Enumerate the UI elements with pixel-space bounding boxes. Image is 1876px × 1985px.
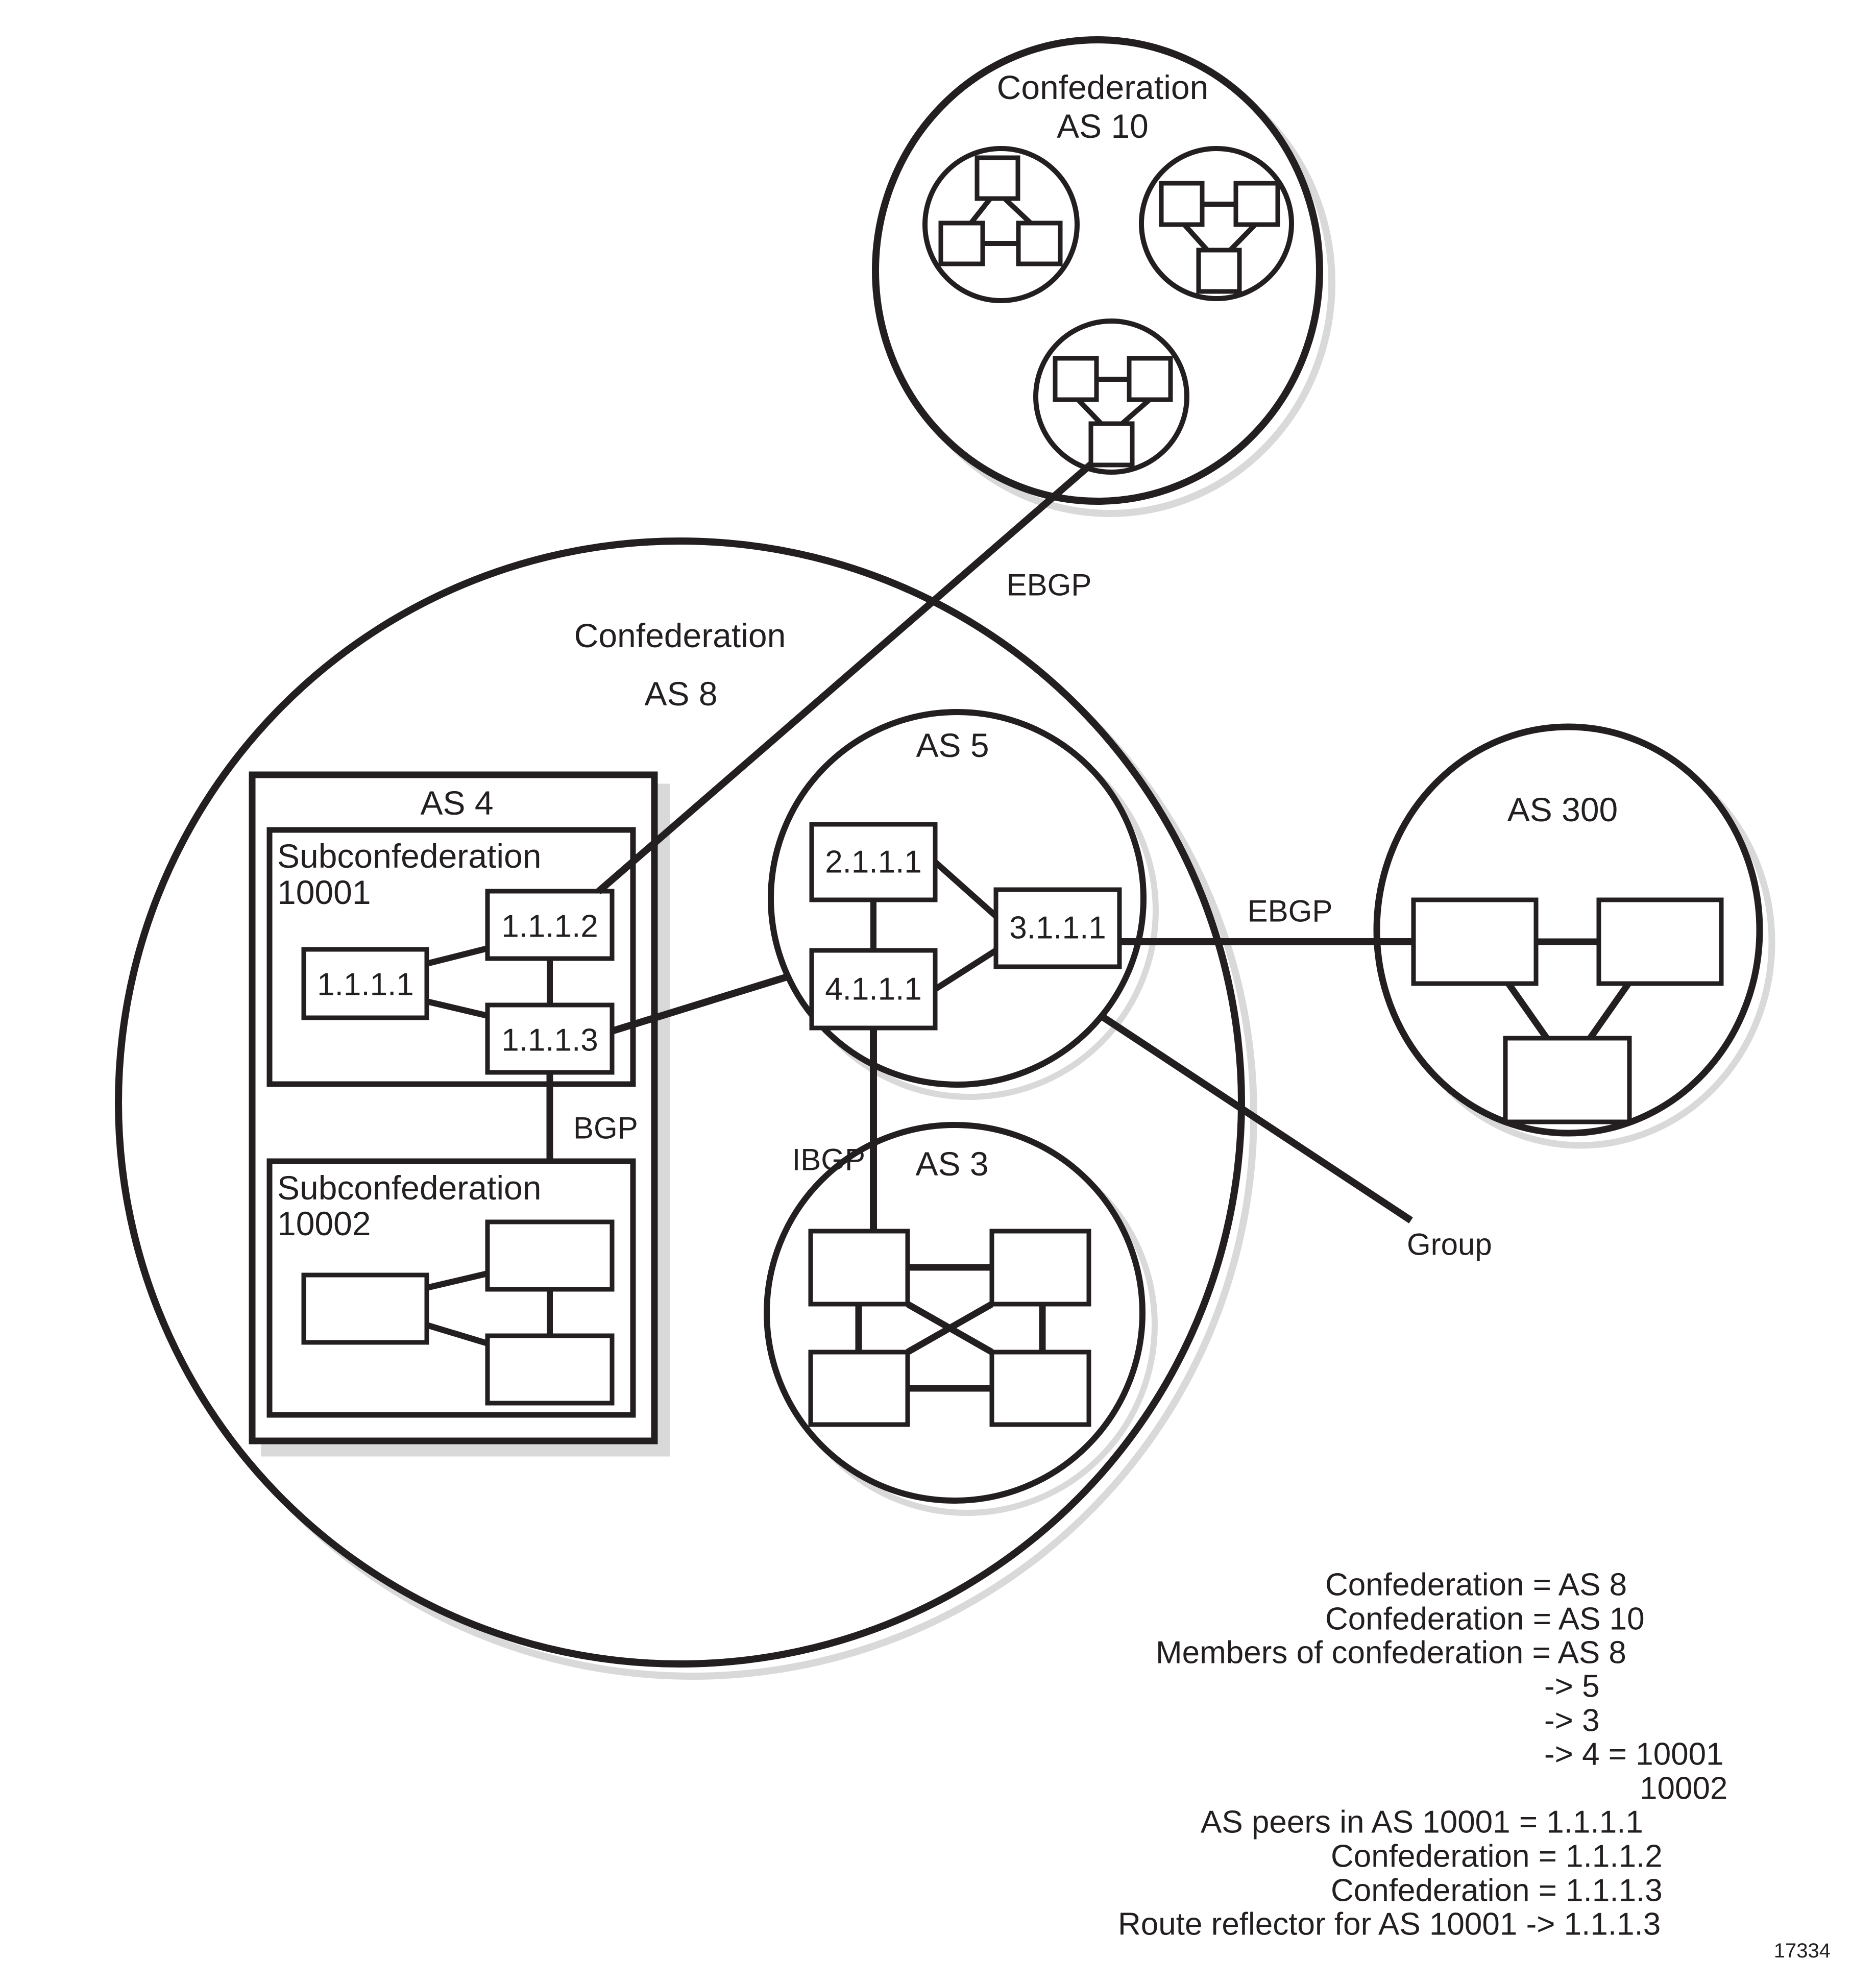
subconfederation-10002	[270, 1161, 633, 1415]
as4-title: AS 4	[420, 784, 494, 822]
router-box	[941, 223, 983, 264]
note-line: -> 4 = 10001	[1544, 1736, 1724, 1772]
subconfederation-10001	[270, 830, 633, 1084]
router-label-1-1-1-2: 1.1.1.2	[501, 909, 598, 944]
as300	[1377, 727, 1772, 1145]
subconfederation-10002-id: 10002	[277, 1205, 371, 1242]
note-line: Members of confederation = AS 8	[1156, 1635, 1626, 1671]
router-label-4-1-1-1: 4.1.1.1	[825, 971, 922, 1007]
as5-title: AS 5	[916, 726, 989, 764]
figure-number: 17334	[1773, 1940, 1831, 1962]
router-box	[1414, 900, 1536, 984]
note-line: 10002	[1640, 1771, 1728, 1806]
router-box	[992, 1352, 1089, 1425]
router-box	[811, 1231, 908, 1304]
router-box	[1505, 1038, 1629, 1122]
router-box	[1018, 223, 1060, 264]
router-label-1-1-1-1: 1.1.1.1	[317, 967, 414, 1002]
configuration-notes	[1118, 1567, 1727, 1942]
router-label-3-1-1-1: 3.1.1.1	[1009, 910, 1106, 946]
as8-subtitle: AS 8	[644, 675, 718, 713]
subconfederation-10002-title: Subconfederation	[277, 1169, 542, 1207]
as10-title: Confederation	[996, 68, 1209, 106]
router-box	[1129, 358, 1171, 400]
router-box	[1236, 183, 1278, 225]
note-line: AS peers in AS 10001 = 1.1.1.1	[1201, 1804, 1643, 1840]
router-label-1-1-1-3: 1.1.1.3	[501, 1022, 598, 1058]
as4	[252, 775, 667, 1453]
as10-subtitle: AS 10	[1057, 107, 1149, 145]
router-box	[1091, 424, 1132, 465]
router-box	[1055, 358, 1097, 400]
as10-confederation	[875, 40, 1332, 513]
bgp-link-label: BGP	[573, 1111, 638, 1145]
as8-title: Confederation	[574, 617, 786, 654]
note-line: Confederation = AS 10	[1325, 1601, 1645, 1637]
router-box	[1161, 183, 1202, 225]
group-label: Group	[1407, 1227, 1492, 1262]
ebgp-as10-label: EBGP	[1006, 568, 1092, 602]
as10-member-as-left	[925, 149, 1077, 301]
router-box	[977, 158, 1018, 199]
router-box	[992, 1231, 1089, 1304]
router-box	[488, 1222, 612, 1289]
ebgp-as300-label: EBGP	[1247, 894, 1333, 928]
subconfederation-10001-id: 10001	[277, 873, 371, 911]
note-line: Confederation = 1.1.1.3	[1331, 1873, 1663, 1908]
note-line: Route reflector for AS 10001 -> 1.1.1.3	[1118, 1906, 1661, 1942]
as10-member-as-bottom	[1036, 321, 1187, 472]
subconfederation-10001-title: Subconfederation	[277, 837, 542, 875]
ibgp-link-label: IBGP	[792, 1142, 865, 1177]
as10-member-as-right	[1141, 149, 1292, 299]
router-box	[488, 1336, 612, 1403]
router-box	[1599, 900, 1721, 984]
note-line: Confederation = AS 8	[1325, 1567, 1627, 1603]
as300-title: AS 300	[1507, 791, 1618, 828]
note-line: Confederation = 1.1.1.2	[1331, 1839, 1663, 1874]
router-box	[811, 1352, 908, 1425]
as3-title: AS 3	[915, 1145, 989, 1183]
router-box	[304, 1275, 427, 1342]
router-box	[1199, 250, 1239, 291]
router-label-2-1-1-1: 2.1.1.1	[825, 844, 922, 880]
note-line: -> 3	[1544, 1703, 1600, 1738]
note-line: -> 5	[1544, 1669, 1600, 1704]
